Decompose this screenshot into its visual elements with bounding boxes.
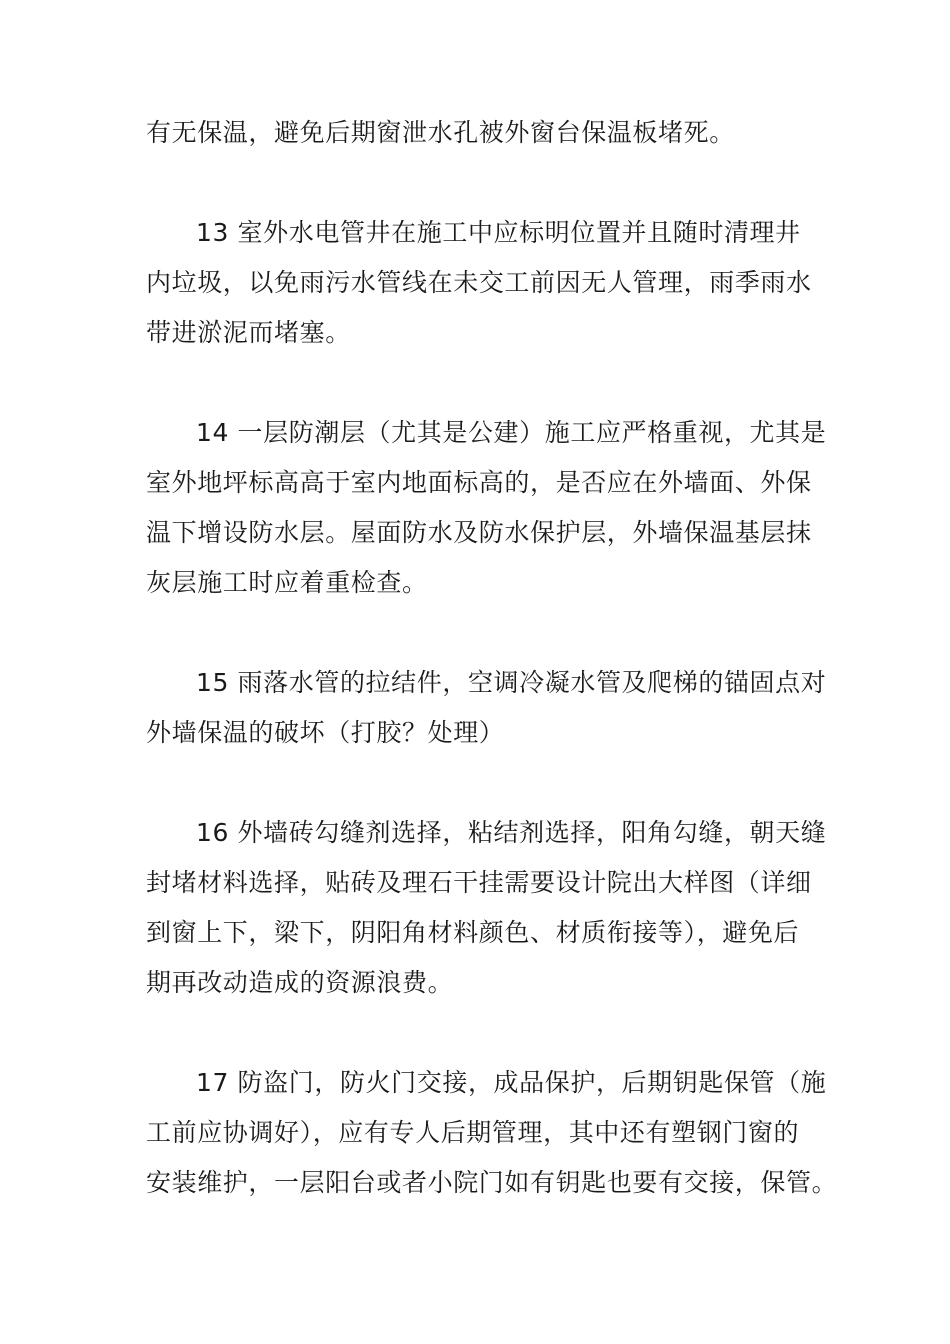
paragraph-line: 灰层施工时应着重检查。 bbox=[146, 568, 428, 597]
paragraph-line: 安装维护，一层阳台或者小院门如有钥匙也要有交接，保管。 bbox=[146, 1168, 838, 1197]
paragraph-line: 温下增设防水层。屋面防水及防水保护层，外墙保温基层抹 bbox=[146, 518, 812, 547]
paragraph-line: 内垃圾，以免雨污水管线在未交工前因无人管理，雨季雨水 bbox=[146, 268, 812, 297]
paragraph-line: 室外地坪标高高于室内地面标高的，是否应在外墙面、外保 bbox=[146, 468, 812, 497]
paragraph-line: 外墙保温的破坏（打胶？处理） bbox=[146, 718, 505, 747]
paragraph-line: 14 一层防潮层（尤其是公建）施工应严格重视，尤其是 bbox=[196, 418, 827, 447]
paragraph-line: 到窗上下，梁下，阴阳角材料颜色、材质衔接等），避免后 bbox=[146, 918, 800, 947]
paragraph-line: 工前应协调好），应有专人后期管理，其中还有塑钢门窗的 bbox=[146, 1118, 800, 1147]
paragraph-line: 13 室外水电管井在施工中应标明位置并且随时清理井 bbox=[196, 218, 801, 247]
paragraph-line: 16 外墙砖勾缝剂选择，粘结剂选择，阳角勾缝，朝天缝 bbox=[196, 818, 827, 847]
paragraph-line: 封堵材料选择，贴砖及理石干挂需要设计院出大样图（详细 bbox=[146, 868, 812, 897]
paragraph-line: 15 雨落水管的拉结件，空调冷凝水管及爬梯的锚固点对 bbox=[196, 668, 827, 697]
paragraph-line: 带进淤泥而堵塞。 bbox=[146, 318, 351, 347]
intro-paragraph: 有无保温，避免后期窗泄水孔被外窗台保温板堵死。 bbox=[146, 118, 735, 147]
paragraph-line: 期再改动造成的资源浪费。 bbox=[146, 968, 454, 997]
paragraph-line: 17 防盗门，防火门交接，成品保护，后期钥匙保管（施 bbox=[196, 1068, 827, 1097]
